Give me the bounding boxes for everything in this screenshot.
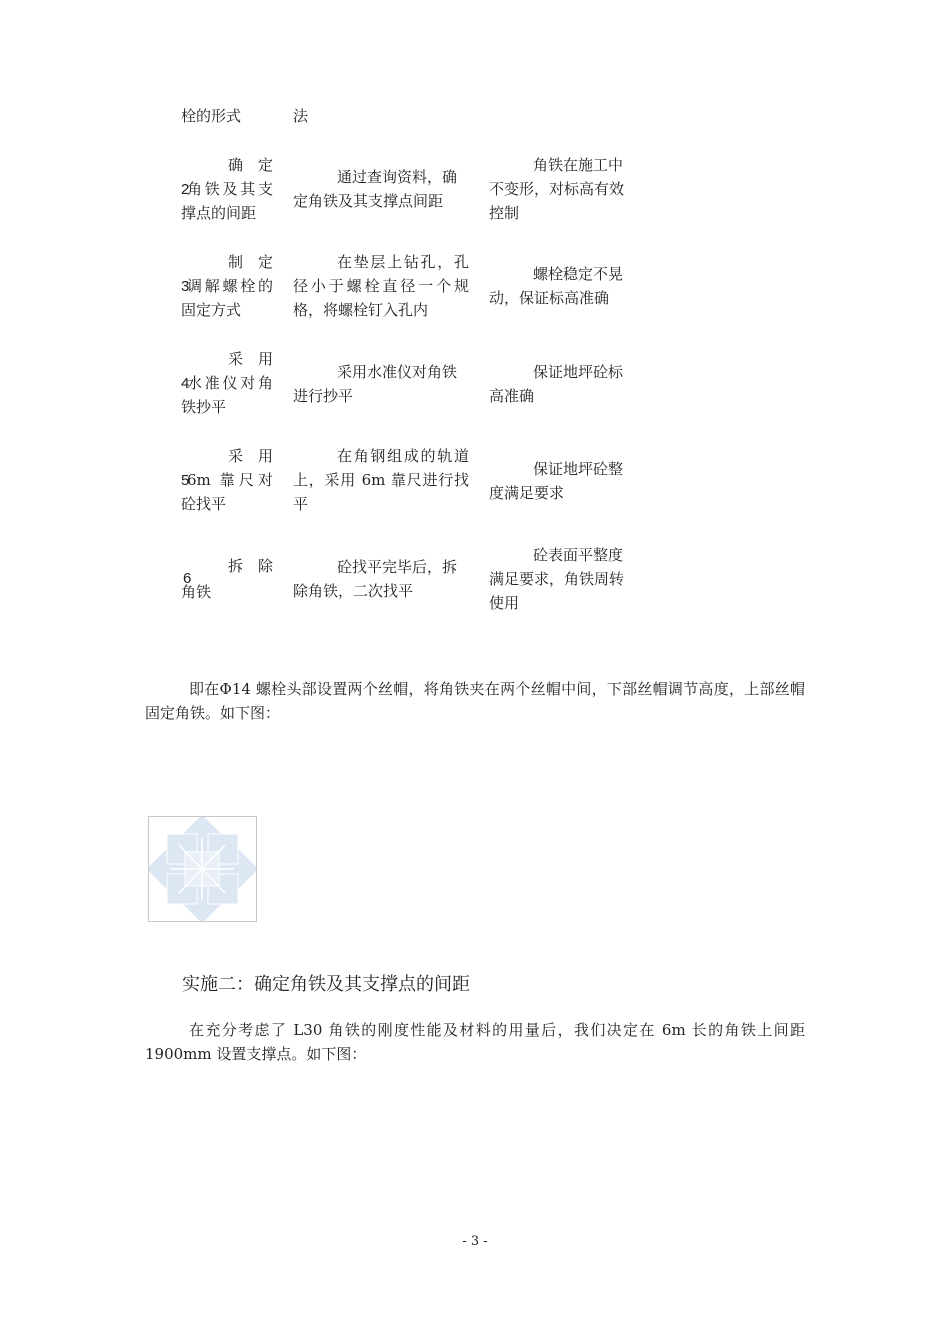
table-cell-step: [181, 444, 273, 516]
table-cell-goal: 保证地坪砼标高准确: [489, 363, 624, 405]
table-cell-method: 在垫层上钻孔，孔径小于螺栓直径一个规格，将螺栓钉入孔内: [293, 253, 469, 319]
step-first-line: 确 定: [227, 156, 273, 174]
page-number: - 3 -: [462, 1234, 488, 1249]
table-cell-goal: 螺栓稳定不晃动，保证标高准确: [489, 265, 624, 307]
table-cell-step: [181, 554, 273, 604]
step-rest: 角铁: [181, 583, 212, 601]
placeholder-flower-icon: [149, 817, 256, 921]
section-heading: 实施二：确定角铁及其支撑点的间距: [182, 974, 470, 995]
step-first-line: 拆 除: [227, 557, 273, 575]
step-rest: 角铁及其支撑点的间距: [181, 180, 273, 222]
step-rest: 调解螺栓的固定方式: [181, 277, 273, 319]
row-number: 3: [181, 278, 190, 295]
row-number: 5: [181, 472, 190, 489]
step-rest: 6m 靠尺对砼找平: [181, 471, 273, 513]
body-paragraph: 即在Φ14 螺栓头部设置两个丝帽，将角铁夹在两个丝帽中间，下部丝帽调节高度，上部丝帽固定角铁。如下图：: [145, 680, 805, 722]
table-cell-method: 在角钢组成的轨道上，采用 6m 靠尺进行找平: [293, 447, 469, 513]
row-number: 4: [181, 375, 190, 392]
table-cell-step: [181, 347, 273, 419]
table-cell-step: [181, 153, 273, 225]
table-cell-method: 法: [293, 107, 309, 125]
table-cell-method: 采用水准仪对角铁进行抄平: [293, 363, 458, 405]
table-cell-goal: 角铁在施工中不变形，对标高有效控制: [489, 156, 625, 222]
step-first-line: 制 定: [227, 253, 273, 271]
row-number: 2: [181, 181, 190, 198]
figure-image: [148, 816, 257, 922]
step-first-line: 采 用: [227, 447, 273, 465]
row-number: 6: [183, 570, 192, 587]
step-rest: 水准仪对角铁抄平: [181, 374, 273, 416]
table-cell-goal: 保证地坪砼整度满足要求: [489, 460, 624, 502]
table-cell-method: 砼找平完毕后，拆除角铁，二次找平: [293, 558, 458, 600]
table-cell-goal: 砼表面平整度满足要求，角铁周转使用: [489, 546, 625, 612]
table-cell-method: 通过查询资料，确定角铁及其支撑点间距: [293, 168, 458, 210]
body-paragraph: 在充分考虑了 L30 角铁的刚度性能及材料的用量后，我们决定在 6m 长的角铁上间距1900mm 设置支撑点。如下图：: [145, 1021, 805, 1063]
table-cell-step: [181, 250, 273, 322]
step-first-line: 采 用: [227, 350, 273, 368]
table-cell-step: 栓的形式: [181, 107, 242, 125]
